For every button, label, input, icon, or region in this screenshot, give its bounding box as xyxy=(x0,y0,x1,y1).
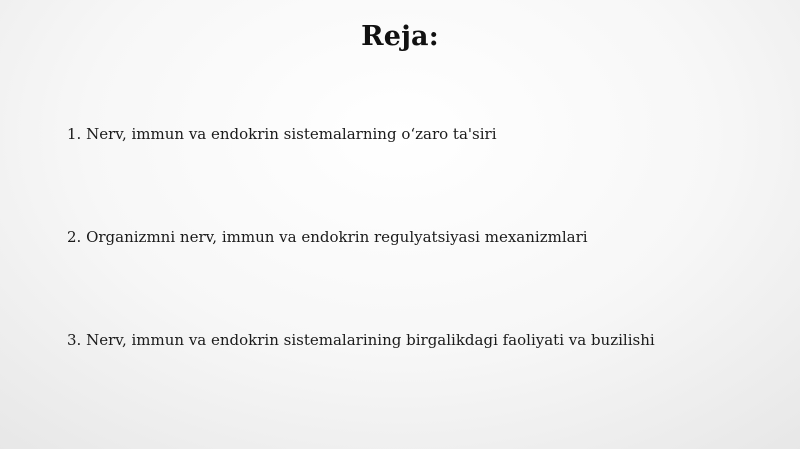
plan-item-2: 2. Organizmni nerv, immun va endokrin regulyatsiyasi mexanizmlari xyxy=(67,228,588,246)
slide-title: Reja: xyxy=(361,21,439,52)
plan-item-1: 1. Nerv, immun va endokrin sistemalarning o‘zaro ta'siri xyxy=(67,125,497,143)
plan-item-3: 3. Nerv, immun va endokrin sistemalarining birgalikdagi faoliyati va buzilishi xyxy=(67,331,655,349)
